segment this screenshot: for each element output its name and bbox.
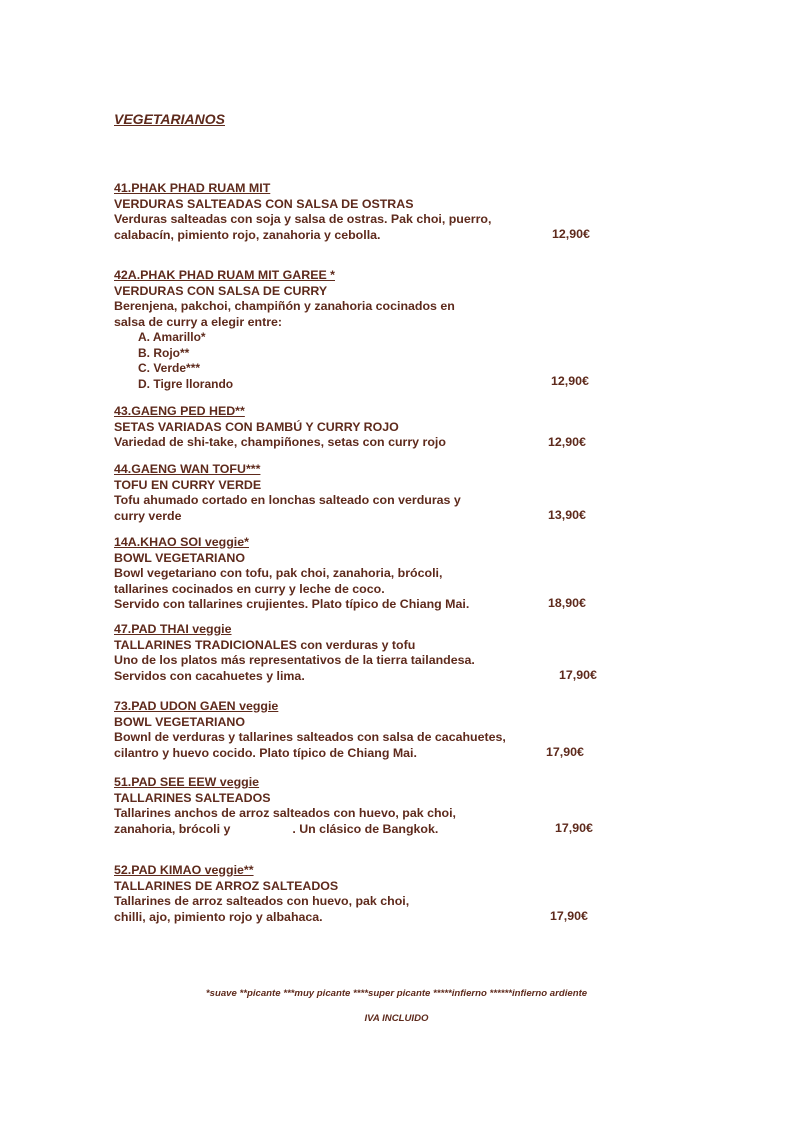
- dish-name: 73.PAD UDON GAEN veggie: [114, 699, 279, 713]
- dish-description-line: tallarines cocinados en curry y leche de coco.: [114, 581, 385, 596]
- dish-price: 13,90€: [548, 508, 586, 522]
- dish-description-line: Verduras salteadas con soja y salsa de ostras. Pak choi, puerro,: [114, 212, 492, 226]
- dish-description-line: Bownl de verduras y tallarines salteados con salsa de cacahuetes,: [114, 730, 506, 744]
- dish-price: 17,90€: [546, 745, 584, 759]
- dish-price: 12,90€: [552, 227, 590, 241]
- dish-price: 17,90€: [550, 909, 588, 923]
- dish-description-line: cilantro y huevo cocido. Plato típico de Chiang Mai.: [114, 745, 417, 760]
- dish-description-line: Uno de los platos más representativos de la tierra tailandesa.: [114, 653, 475, 667]
- menu-item: [114, 775, 614, 837]
- section-title: VEGETARIANOS: [114, 111, 225, 127]
- spice-level-legend: *suave **picante ***muy picante ****super picante *****infierno ******infierno ardiente: [205, 988, 588, 999]
- menu-item: [114, 535, 614, 613]
- menu-item: [114, 181, 614, 243]
- curry-options-list: [114, 330, 614, 392]
- dish-subtitle: BOWL VEGETARIANO: [114, 550, 246, 565]
- dish-description-line: Bowl vegetariano con tofu, pak choi, zanahoria, brócoli,: [114, 566, 443, 580]
- dish-description-line: zanahoria, brócoli y . Un clásico de Bangkok.: [114, 821, 439, 836]
- dish-description-line: salsa de curry a elegir entre:: [114, 314, 283, 329]
- dish-description-line: Tallarines anchos de arroz salteados con huevo, pak choi,: [114, 806, 456, 820]
- menu-item: [114, 699, 614, 761]
- menu-item: [114, 404, 614, 451]
- dish-price: 12,90€: [548, 435, 586, 449]
- dish-name: 44.GAENG WAN TOFU***: [114, 462, 261, 476]
- dish-description-line: Tofu ahumado cortado en lonchas salteado con verduras y: [114, 493, 461, 507]
- dish-name: 14A.KHAO SOI veggie*: [114, 535, 249, 549]
- dish-description-line: Servidos con cacahuetes y lima.: [114, 668, 305, 683]
- dish-name: 41.PHAK PHAD RUAM MIT: [114, 181, 271, 195]
- menu-item: [114, 622, 614, 684]
- dish-name: 47.PAD THAI veggie: [114, 622, 232, 636]
- dish-name: 43.GAENG PED HED**: [114, 404, 245, 418]
- dish-price: 17,90€: [559, 668, 597, 682]
- dish-subtitle: VERDURAS SALTEADAS CON SALSA DE OSTRAS: [114, 196, 414, 211]
- curry-option: C. Verde***: [138, 361, 201, 375]
- dish-name: 52.PAD KIMAO veggie**: [114, 863, 254, 877]
- dish-subtitle: SETAS VARIADAS CON BAMBÚ Y CURRY ROJO: [114, 419, 399, 434]
- dish-description-line: Variedad de shi-take, champiñones, setas con curry rojo: [114, 435, 446, 449]
- curry-option: D. Tigre llorando: [138, 376, 234, 391]
- curry-option: A. Amarillo*: [138, 330, 206, 344]
- dish-name: 42A.PHAK PHAD RUAM MIT GAREE *: [114, 268, 335, 282]
- dish-subtitle: VERDURAS CON SALSA DE CURRY: [114, 283, 328, 298]
- menu-item: [114, 462, 614, 524]
- dish-subtitle: TOFU EN CURRY VERDE: [114, 477, 262, 492]
- dish-subtitle: TALLARINES SALTEADOS: [114, 790, 271, 805]
- dish-subtitle: TALLARINES DE ARROZ SALTEADOS: [114, 878, 339, 893]
- dish-description-line: chilli, ajo, pimiento rojo y albahaca.: [114, 909, 323, 924]
- dish-description-line: curry verde: [114, 508, 182, 523]
- dish-description-line: Servido con tallarines crujientes. Plato típico de Chiang Mai.: [114, 597, 470, 611]
- dish-price: 17,90€: [555, 821, 593, 835]
- dish-price: 18,90€: [548, 596, 586, 610]
- dish-description-line: Tallarines de arroz salteados con huevo, pak choi,: [114, 894, 410, 908]
- curry-option: B. Rojo**: [138, 345, 190, 360]
- dish-subtitle: BOWL VEGETARIANO: [114, 714, 246, 729]
- dish-price: 12,90€: [551, 374, 589, 388]
- menu-item: [114, 268, 614, 392]
- dish-name: 51.PAD SEE EEW veggie: [114, 775, 260, 789]
- dish-description-line: Berenjena, pakchoi, champiñón y zanahoria cocinados en: [114, 299, 455, 313]
- dish-subtitle: TALLARINES TRADICIONALES con verduras y tofu: [114, 637, 416, 652]
- menu-item: [114, 863, 614, 925]
- dish-description-line: calabacín, pimiento rojo, zanahoria y cebolla.: [114, 227, 381, 242]
- tax-note: IVA INCLUIDO: [364, 1013, 429, 1024]
